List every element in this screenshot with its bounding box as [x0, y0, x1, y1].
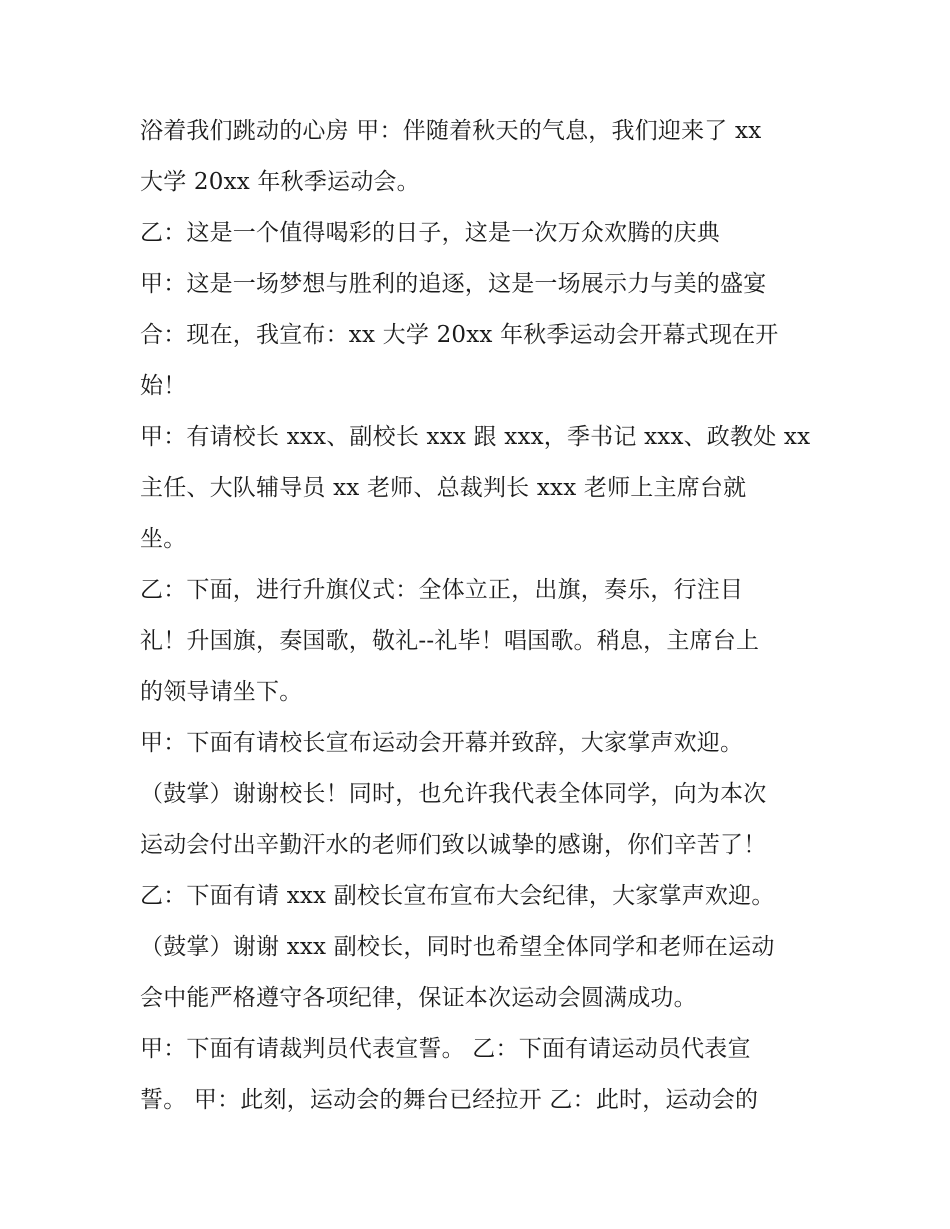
text-line: （鼓掌）谢谢 xxx 副校长，同时也希望全体同学和老师在运动 [140, 934, 775, 960]
text-line: 主任、大队辅导员 xx 老师、总裁判长 xxx 老师上主席台就 [140, 475, 747, 501]
text-line: 乙：下面有请 xxx 副校长宣布宣布大会纪律，大家掌声欢迎。 [140, 883, 775, 909]
text-line: 的领导请坐下。 [140, 679, 303, 705]
text-line: 礼！升国旗，奏国歌，敬礼--礼毕！唱国歌。稍息，主席台上 [140, 628, 760, 654]
text-line: 甲：有请校长 xxx、副校长 xxx 跟 xxx，季书记 xxx、政教处 xx [140, 424, 811, 450]
text-line: 乙：这是一个值得喝彩的日子，这是一次万众欢腾的庆典 [140, 220, 720, 246]
text-line: 会中能严格遵守各项纪律，保证本次运动会圆满成功。 [140, 985, 697, 1011]
text-line: 誓。 甲：此刻，运动会的舞台已经拉开 乙：此时，运动会的 [140, 1087, 759, 1113]
text-line: 甲：这是一场梦想与胜利的追逐，这是一场展示力与美的盛宴 [140, 271, 767, 297]
text-line: 运动会付出辛勤汗水的老师们致以诚挚的感谢，你们辛苦了！ [140, 832, 767, 858]
text-line: 甲：下面有请裁判员代表宣誓。 乙：下面有请运动员代表宣 [140, 1036, 751, 1062]
text-line: 坐。 [140, 526, 187, 552]
text-line: 合：现在，我宣布：xx 大学 20xx 年秋季运动会开幕式现在开 [140, 322, 779, 348]
text-line: 甲：下面有请校长宣布运动会开幕并致辞，大家掌声欢迎。 [140, 730, 744, 756]
text-line: 浴着我们跳动的心房 甲：伴随着秋天的气息，我们迎来了 xx [140, 118, 762, 144]
document-body [140, 106, 830, 1126]
text-line: 乙：下面，进行升旗仪式：全体立正，出旗，奏乐，行注目 [140, 577, 744, 603]
text-line: 始！ [140, 373, 187, 399]
text-line: 大学 20xx 年秋季运动会。 [140, 169, 420, 195]
text-line: （鼓掌）谢谢校长！同时，也允许我代表全体同学，向为本次 [140, 781, 767, 807]
